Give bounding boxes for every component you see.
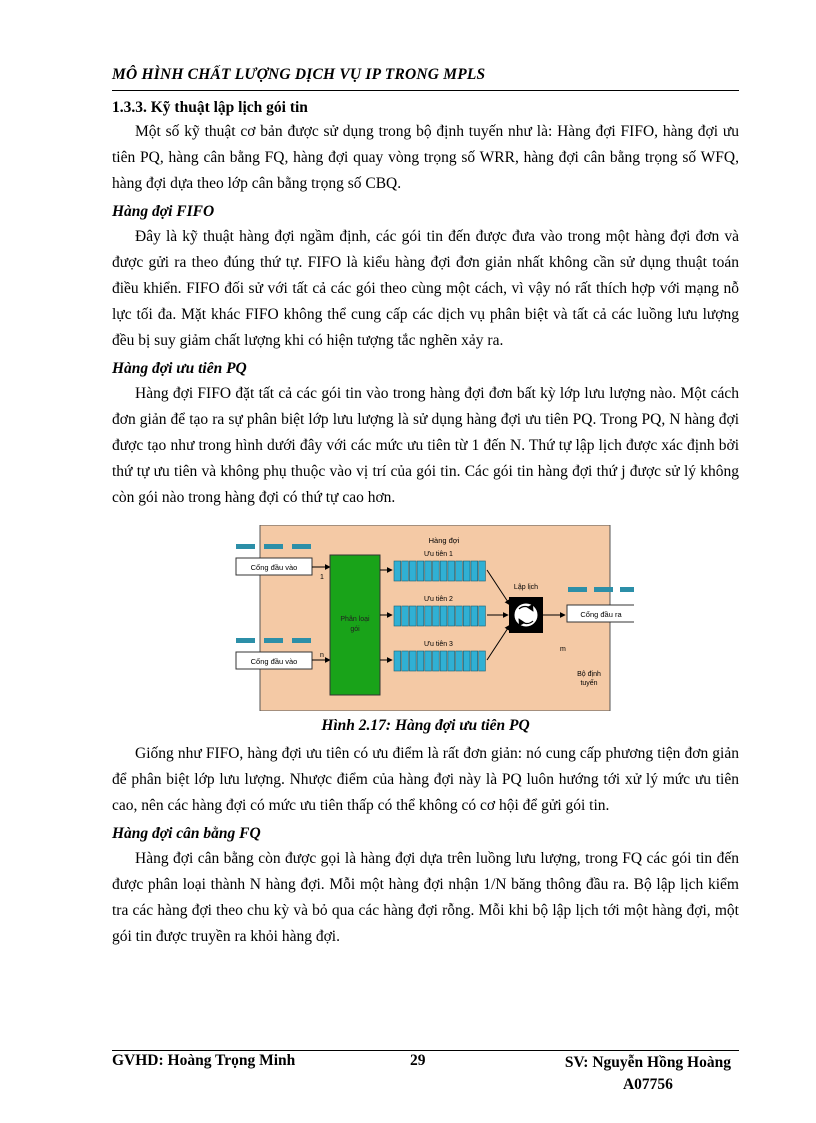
queue-cell bbox=[440, 561, 447, 581]
footer-student-id: A07756 bbox=[622, 1076, 673, 1093]
queue-cell bbox=[433, 651, 440, 671]
router-label-2: tuyến bbox=[580, 680, 598, 687]
queue-cell bbox=[417, 606, 424, 626]
queue-cell bbox=[471, 651, 478, 671]
queue-cell bbox=[456, 561, 463, 581]
footer-student bbox=[565, 1052, 731, 1096]
queue-cell bbox=[479, 606, 486, 626]
fifo-paragraph: Đây là kỹ thuật hàng đợi ngầm định, các gói tin đến được đưa vào trong một hàng đợi đơn và được gửi ra theo đúng thứ tự. FIFO là kiểu hàng đợi đơn giản nhất không cần sử dụng thuật toán điều khiển. FIFO đối sử với tất cả các gói theo cùng một cách, vì vậy nó rất thích hợp với mạng nỗ lực tối đa. Mặt khác FIFO không thể cung cấp các dịch vụ phân biệt và tất cả các luồng lưu lượng đều bị suy giảm chất lượng khi có hiện tượng tắc nghẽn xảy ra. bbox=[112, 228, 739, 349]
queue-cell bbox=[425, 561, 432, 581]
header-rule bbox=[112, 90, 739, 91]
queue-cell bbox=[479, 561, 486, 581]
queue-cell bbox=[425, 606, 432, 626]
pq-paragraph: Hàng đợi FIFO đặt tất cả các gói tin vào trong hàng đợi đơn bất kỳ lớp lưu lượng nào. Một cách đơn giản để tạo ra sự phân biệt lớp lưu lượng là sử dụng hàng đợi ưu tiên PQ. Trong PQ, N hàng đợi được tạo như trong hình dưới đây với các mức ưu tiên từ 1 đến N. Thứ tự lập lịch được xác định bởi thứ tự ưu tiên và không phụ thuộc vào vị trí của gói tin. Các gói tin hàng đợi thứ j được sử lý không còn gói nào trong hàng đợi có thứ tự cao hơn. bbox=[112, 385, 739, 506]
classifier-label-1: Phân loại bbox=[340, 616, 370, 623]
scheduler-label: Lập lịch bbox=[513, 584, 539, 591]
pq-diagram bbox=[234, 525, 634, 711]
page-number: 29 bbox=[410, 1052, 426, 1069]
queue-cell bbox=[417, 561, 424, 581]
output-port-label: Cổng đầu ra bbox=[580, 610, 622, 619]
router-label-1: Bộ định bbox=[577, 671, 601, 678]
queue-cell bbox=[471, 561, 478, 581]
intro-paragraph: Một số kỹ thuật cơ bản được sử dụng trong bộ định tuyến như là: Hàng đợi FIFO, hàng đợi ưu tiên PQ, hàng cân bằng FQ, hàng đợi quay vòng trọng số WRR, hàng đợi cân bằng trọng số WFQ, hàng đợi dựa theo lớp cân bằng trọng số CBQ. bbox=[112, 123, 739, 192]
fq-paragraph: Hàng đợi cân bằng còn được gọi là hàng đợi dựa trên luồng lưu lượng, trong FQ các gói tin đến được phân loại thành N hàng đợi. Mỗi một hàng đợi nhận 1/N băng thông đầu ra. Bộ lập lịch kiểm tra các hàng đợi theo chu kỳ và bỏ qua các hàng đợi rỗng. Mỗi khi bộ lập lịch tới một hàng đợi, một gói tin được truyền ra khỏi hàng đợi. bbox=[112, 850, 739, 945]
queue-cell bbox=[440, 606, 447, 626]
queue-cell bbox=[463, 606, 470, 626]
queue-cell bbox=[394, 606, 401, 626]
queue-cell bbox=[456, 651, 463, 671]
footer-student-name: SV: Nguyễn Hồng Hoàng bbox=[564, 1054, 731, 1071]
priority-1-label: Ưu tiên 1 bbox=[424, 551, 453, 558]
queue-cell bbox=[417, 651, 424, 671]
input-port-n-label: Cổng đầu vào bbox=[250, 657, 298, 666]
queue-cell bbox=[409, 651, 416, 671]
scheduler-cycle-icon bbox=[515, 604, 537, 626]
pq-diagram-svg bbox=[234, 525, 634, 711]
queue-cell bbox=[448, 606, 455, 626]
fq-heading: Hàng đợi cân bằng FQ bbox=[112, 825, 261, 842]
queue-cell bbox=[402, 606, 409, 626]
pq-after-paragraph: Giống như FIFO, hàng đợi ưu tiên có ưu điểm là rất đơn giản: nó cung cấp phương tiện đơn giản để phân biệt lớp lưu lượng. Nhược điểm của hàng đợi này là PQ luôn hướng tới xử lý mức ưu tiên cao, nên các hàng đợi có mức ưu tiên thấp có thể không có cơ hội để gửi gói tin. bbox=[112, 745, 739, 814]
queue-cell bbox=[409, 561, 416, 581]
queue-cell bbox=[402, 561, 409, 581]
queue-cell bbox=[456, 606, 463, 626]
priority-3-label: Ưu tiên 3 bbox=[424, 641, 453, 648]
queue-cell bbox=[394, 651, 401, 671]
queue-cell bbox=[394, 561, 401, 581]
queue-cell bbox=[440, 651, 447, 671]
page-content bbox=[112, 97, 739, 950]
queue-cell bbox=[448, 561, 455, 581]
input-1-index: 1 bbox=[320, 574, 324, 581]
queue-cell bbox=[433, 561, 440, 581]
classifier-label-2: gói bbox=[350, 626, 360, 633]
queue-cell bbox=[471, 606, 478, 626]
footer-rule bbox=[112, 1050, 739, 1051]
section-heading: 1.3.3. Kỹ thuật lập lịch gói tin bbox=[112, 99, 308, 116]
fifo-heading: Hàng đợi FIFO bbox=[112, 203, 215, 220]
incoming-packets-bottom bbox=[236, 638, 311, 643]
queue-cell bbox=[402, 651, 409, 671]
queue-cell bbox=[463, 561, 470, 581]
queue-cell bbox=[448, 651, 455, 671]
queues-label: Hàng đợi bbox=[428, 536, 460, 545]
pq-heading: Hàng đợi ưu tiên PQ bbox=[112, 360, 247, 377]
priority-2-label: Ưu tiên 2 bbox=[424, 596, 453, 603]
queue-cell bbox=[409, 606, 416, 626]
outgoing-packets bbox=[568, 587, 634, 592]
queue-cell bbox=[433, 606, 440, 626]
output-index: m bbox=[560, 646, 566, 653]
footer-advisor: GVHD: Hoàng Trọng Minh bbox=[112, 1052, 296, 1069]
classifier-box bbox=[330, 555, 380, 695]
page-header-title: MÔ HÌNH CHẤT LƯỢNG DỊCH VỤ IP TRONG MPLS bbox=[112, 66, 486, 83]
figure-caption: Hình 2.17: Hàng đợi ưu tiên PQ bbox=[321, 717, 530, 734]
queue-cell bbox=[479, 651, 486, 671]
queue-cell bbox=[425, 651, 432, 671]
incoming-packets-top bbox=[236, 544, 311, 549]
queue-cell bbox=[463, 651, 470, 671]
input-port-1-label: Cổng đầu vào bbox=[250, 563, 298, 572]
input-n-index: n bbox=[320, 652, 324, 659]
